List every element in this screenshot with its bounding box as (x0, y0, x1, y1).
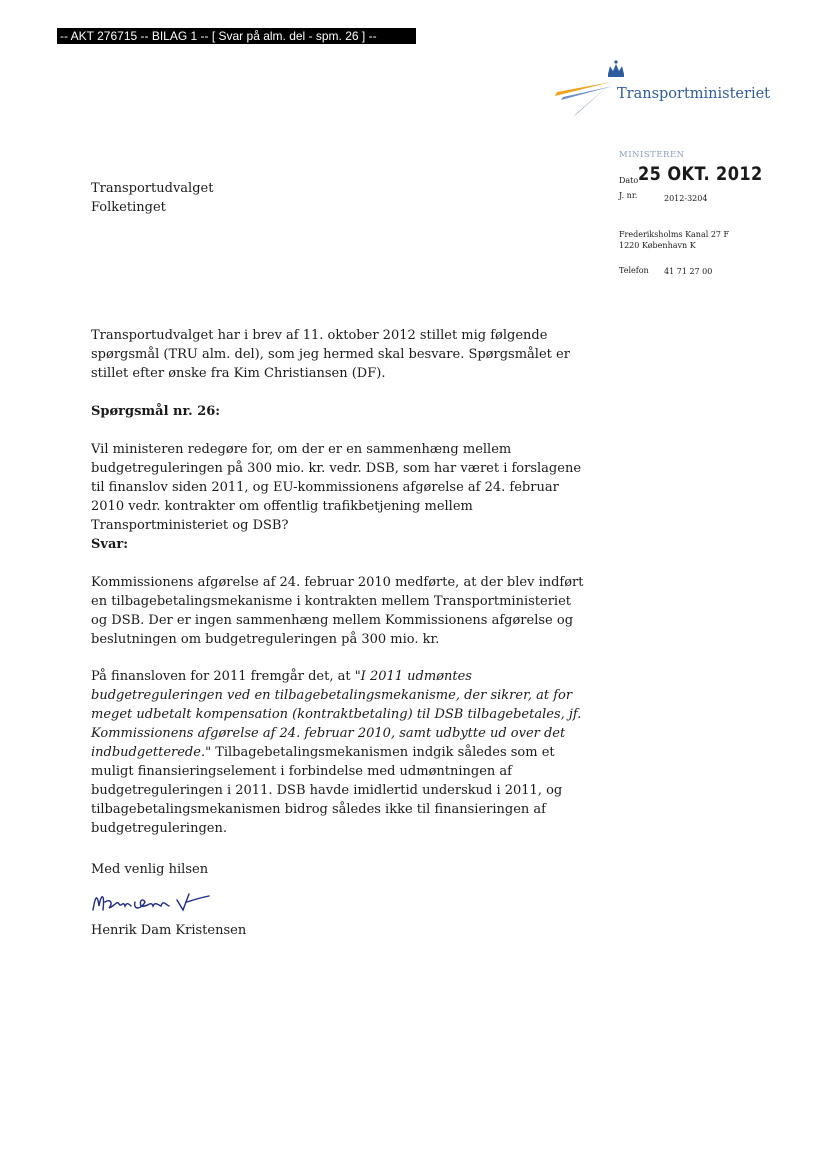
phone-label: Telefon (619, 266, 649, 275)
answer-p2-start: På finansloven for 2011 fremgår det, at (91, 669, 355, 684)
document-header-bar: -- AKT 276715 -- BILAG 1 -- [ Svar på alm. del - spm. 26 ] -- (57, 28, 416, 44)
address-line1: Frederiksholms Kanal 27 F (619, 230, 730, 239)
jnr-label: J. nr. (619, 191, 638, 200)
question-paragraph: Vil ministeren redegøre for, om der er en sammenhæng mellem budgetreguleringen på 300 mio. kr. vedr. DSB, som har været i forslagene til finanslov siden 2011, og EU-kommissionens afgørelse af 24. februar 2010 vedr. kontrakter om offentlig trafikbetjening mellem Transportministeriet og DSB? (91, 442, 582, 533)
closing-salutation: Med venlig hilsen (91, 862, 209, 877)
sender-address (619, 229, 729, 251)
signer-name: Henrik Dam Kristensen (91, 923, 247, 938)
recipient-line1: Transportudvalget (91, 181, 214, 196)
ministry-name: Transportministeriet (617, 86, 770, 102)
recipient-line2: Folketinget (91, 200, 166, 215)
recipient-block (91, 179, 213, 217)
phone-value: 41 71 27 00 (664, 267, 713, 276)
answer-paragraph-1: Kommissionens afgørelse af 24. februar 2010 medførte, at der blev indført en tilbagebetalingsmekanisme i kontrakten mellem Transportministeriet og DSB. Der er ingen sammenhæng mellem Kommissionens afgørelse og beslutningen om budgetreguleringen på 300 mio. kr. (91, 575, 584, 647)
answer-paragraph-2 (91, 667, 591, 838)
question-heading: Spørgsmål nr. 26: (91, 404, 221, 419)
date-stamp: 25 OKT. 2012 (638, 163, 763, 185)
answer-p2-end: Tilbagebetalingsmekanismen indgik således som et muligt finansieringselement i forbindelse med udmøntningen af budgetreguleringen i 2011. DSB havde imidlertid underskud i 2011, og tilbagebetalingsmekanismen bidrog således ikke til finansieringen af budgetreguleringen. (91, 745, 563, 836)
intro-paragraph: Transportudvalget har i brev af 11. oktober 2012 stillet mig følgende spørgsmål (TRU alm. del), som jeg hermed skal besvare. Spørgsmålet er stillet efter ønske fra Kim Christiansen (DF). (91, 328, 570, 381)
date-label: Dato (619, 176, 639, 185)
signature (89, 880, 239, 920)
sender-label: MINISTEREN (619, 150, 685, 160)
budget-quote: "I 2011 udmøntes budgetreguleringen ved en tilbagebetalingsmekanisme, der sikrer, at for meget udbetalt kompensation (kontraktbetaling) til DSB tilbagebetales, jf. Kommissionens afgørelse af 24. februar 2010, samt udbytte ud over det indbudgetterede." (91, 669, 582, 760)
logo-swoosh-light (561, 86, 613, 100)
jnr-value: 2012-3204 (664, 194, 708, 203)
answer-heading: Svar: (91, 537, 129, 552)
address-line2: 1220 København K (619, 241, 696, 250)
crown-icon (608, 60, 624, 77)
